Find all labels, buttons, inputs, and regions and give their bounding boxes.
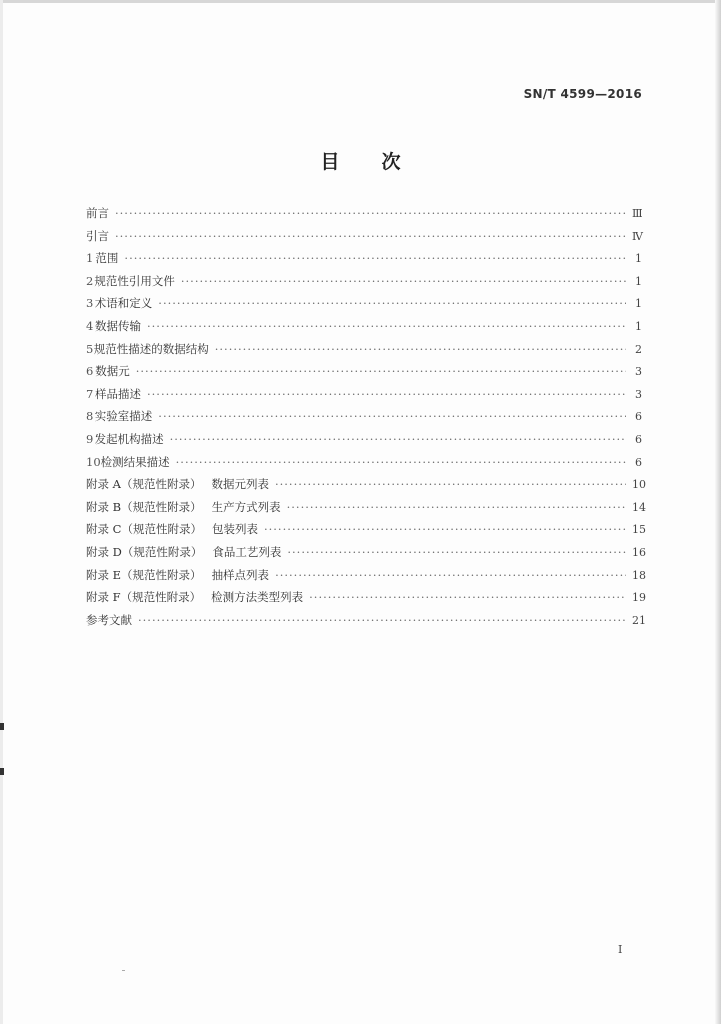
toc-entry[interactable] <box>86 454 642 477</box>
toc-entry-page: 1 <box>635 252 642 266</box>
toc-entry-number: 3 <box>86 296 94 311</box>
toc-dot-leader <box>287 500 626 514</box>
toc-entry-subtitle: 包装列表 <box>211 522 258 537</box>
toc-dot-leader <box>115 229 626 243</box>
toc-entry[interactable] <box>86 205 642 228</box>
toc-entry-page: Ⅳ <box>632 229 643 243</box>
toc-dot-leader <box>170 432 626 446</box>
toc-entry-label: 数据传输 <box>95 318 141 333</box>
toc-entry-label: 检测结果描述 <box>100 454 170 469</box>
toc-entry[interactable] <box>86 521 646 544</box>
toc-entry-page: 6 <box>635 455 642 469</box>
toc-entry-number: 9 <box>86 431 94 446</box>
toc-entry[interactable] <box>86 431 642 454</box>
toc-entry[interactable] <box>86 386 642 409</box>
toc-entry-subtitle: 数据元列表 <box>211 477 269 492</box>
toc-entry[interactable] <box>86 295 642 318</box>
toc-dot-leader <box>147 319 626 333</box>
toc-entry-page: 14 <box>632 500 646 514</box>
toc-entry-page: 1 <box>635 297 642 311</box>
toc-entry-subtitle: 生产方式列表 <box>211 499 281 514</box>
toc-entry[interactable] <box>86 250 642 273</box>
toc-entry-label: 附录 E（规范性附录） <box>86 567 202 582</box>
toc-entry-page: 3 <box>635 365 642 379</box>
toc-dot-leader <box>309 590 626 604</box>
toc-entry-number: 4 <box>86 318 94 333</box>
toc-entry-label: 实验室描述 <box>94 409 153 424</box>
toc-entry-number: 7 <box>86 386 94 401</box>
table-of-contents <box>86 205 646 634</box>
punch-mark <box>0 723 4 730</box>
toc-dot-leader <box>264 522 626 536</box>
toc-entry[interactable] <box>86 499 646 522</box>
toc-entry-page: 15 <box>632 523 646 537</box>
toc-entry-label: 数据元 <box>95 364 130 379</box>
toc-entry-page: 6 <box>635 432 642 446</box>
toc-entry-number: 10 <box>86 454 101 469</box>
toc-entry-number: 1 <box>86 251 94 266</box>
toc-entry-page: 19 <box>632 591 646 605</box>
toc-dot-leader <box>147 387 626 401</box>
toc-entry-page: 3 <box>635 387 642 401</box>
toc-dot-leader <box>181 274 626 288</box>
toc-entry[interactable] <box>86 476 646 499</box>
toc-dot-leader <box>158 296 626 310</box>
toc-dot-leader <box>124 251 626 265</box>
document-code: SN/T 4599—2016 <box>523 87 642 101</box>
toc-entry[interactable] <box>86 318 642 341</box>
scan-speck <box>122 970 125 971</box>
toc-dot-leader <box>275 568 626 582</box>
toc-entry-page: 2 <box>635 342 642 356</box>
toc-entry-label: 附录 F（规范性附录） <box>86 590 202 605</box>
toc-entry-subtitle: 检测方法类型列表 <box>211 590 304 605</box>
toc-dot-leader <box>115 206 626 220</box>
toc-entry[interactable] <box>86 612 646 635</box>
toc-dot-leader <box>215 342 626 356</box>
toc-entry-label: 附录 B（规范性附录） <box>86 499 202 514</box>
toc-entry-page: 21 <box>632 613 646 627</box>
toc-entry-label: 参考文献 <box>86 612 132 627</box>
toc-entry[interactable] <box>86 363 642 386</box>
toc-entry-number: 5 <box>86 341 94 356</box>
toc-entry-label: 附录 D（规范性附录） <box>86 544 203 559</box>
toc-entry-label: 样品描述 <box>95 386 141 401</box>
punch-mark <box>0 768 4 775</box>
toc-entry[interactable] <box>86 273 642 296</box>
toc-entry-number: 2 <box>86 273 94 288</box>
toc-entry-label: 规范性引用文件 <box>94 273 175 288</box>
toc-title <box>0 147 721 174</box>
toc-entry[interactable] <box>86 408 642 431</box>
toc-title-char: 次 <box>381 151 401 173</box>
toc-entry[interactable] <box>86 228 642 251</box>
toc-entry-page: 18 <box>632 568 646 582</box>
toc-entry-page: 10 <box>632 478 646 492</box>
toc-entry-label: 术语和定义 <box>94 296 153 311</box>
toc-entry[interactable] <box>86 341 642 364</box>
toc-dot-leader <box>287 545 626 559</box>
toc-entry-label: 前言 <box>86 206 109 220</box>
toc-title-char: 目 <box>320 151 340 173</box>
toc-entry-subtitle: 食品工艺列表 <box>212 544 282 559</box>
toc-dot-leader <box>176 455 626 469</box>
toc-dot-leader <box>158 409 626 423</box>
toc-entry-page: 1 <box>635 274 642 288</box>
toc-entry-label: 规范性描述的数据结构 <box>93 341 209 356</box>
toc-entry-label: 附录 A（规范性附录） <box>86 477 202 492</box>
scan-edge-top <box>0 0 721 3</box>
toc-entry-page: 6 <box>635 410 642 424</box>
toc-dot-leader <box>138 613 626 627</box>
toc-dot-leader <box>275 477 626 491</box>
toc-entry-page: 1 <box>635 319 642 333</box>
toc-entry-page: 16 <box>632 545 646 559</box>
toc-entry-label: 范围 <box>95 251 119 266</box>
toc-entry-label: 附录 C（规范性附录） <box>86 522 202 537</box>
page-number: I <box>618 943 623 956</box>
toc-entry-subtitle: 抽样点列表 <box>211 567 270 582</box>
toc-entry[interactable] <box>86 567 646 590</box>
toc-entry-page: Ⅲ <box>632 207 643 220</box>
toc-entry-label: 引言 <box>86 228 109 243</box>
toc-dot-leader <box>136 364 626 378</box>
toc-entry[interactable] <box>86 589 646 612</box>
toc-entry-number: 8 <box>86 409 94 424</box>
toc-entry[interactable] <box>86 544 646 567</box>
toc-entry-label: 发起机构描述 <box>94 431 164 446</box>
toc-entry-number: 6 <box>86 364 94 379</box>
